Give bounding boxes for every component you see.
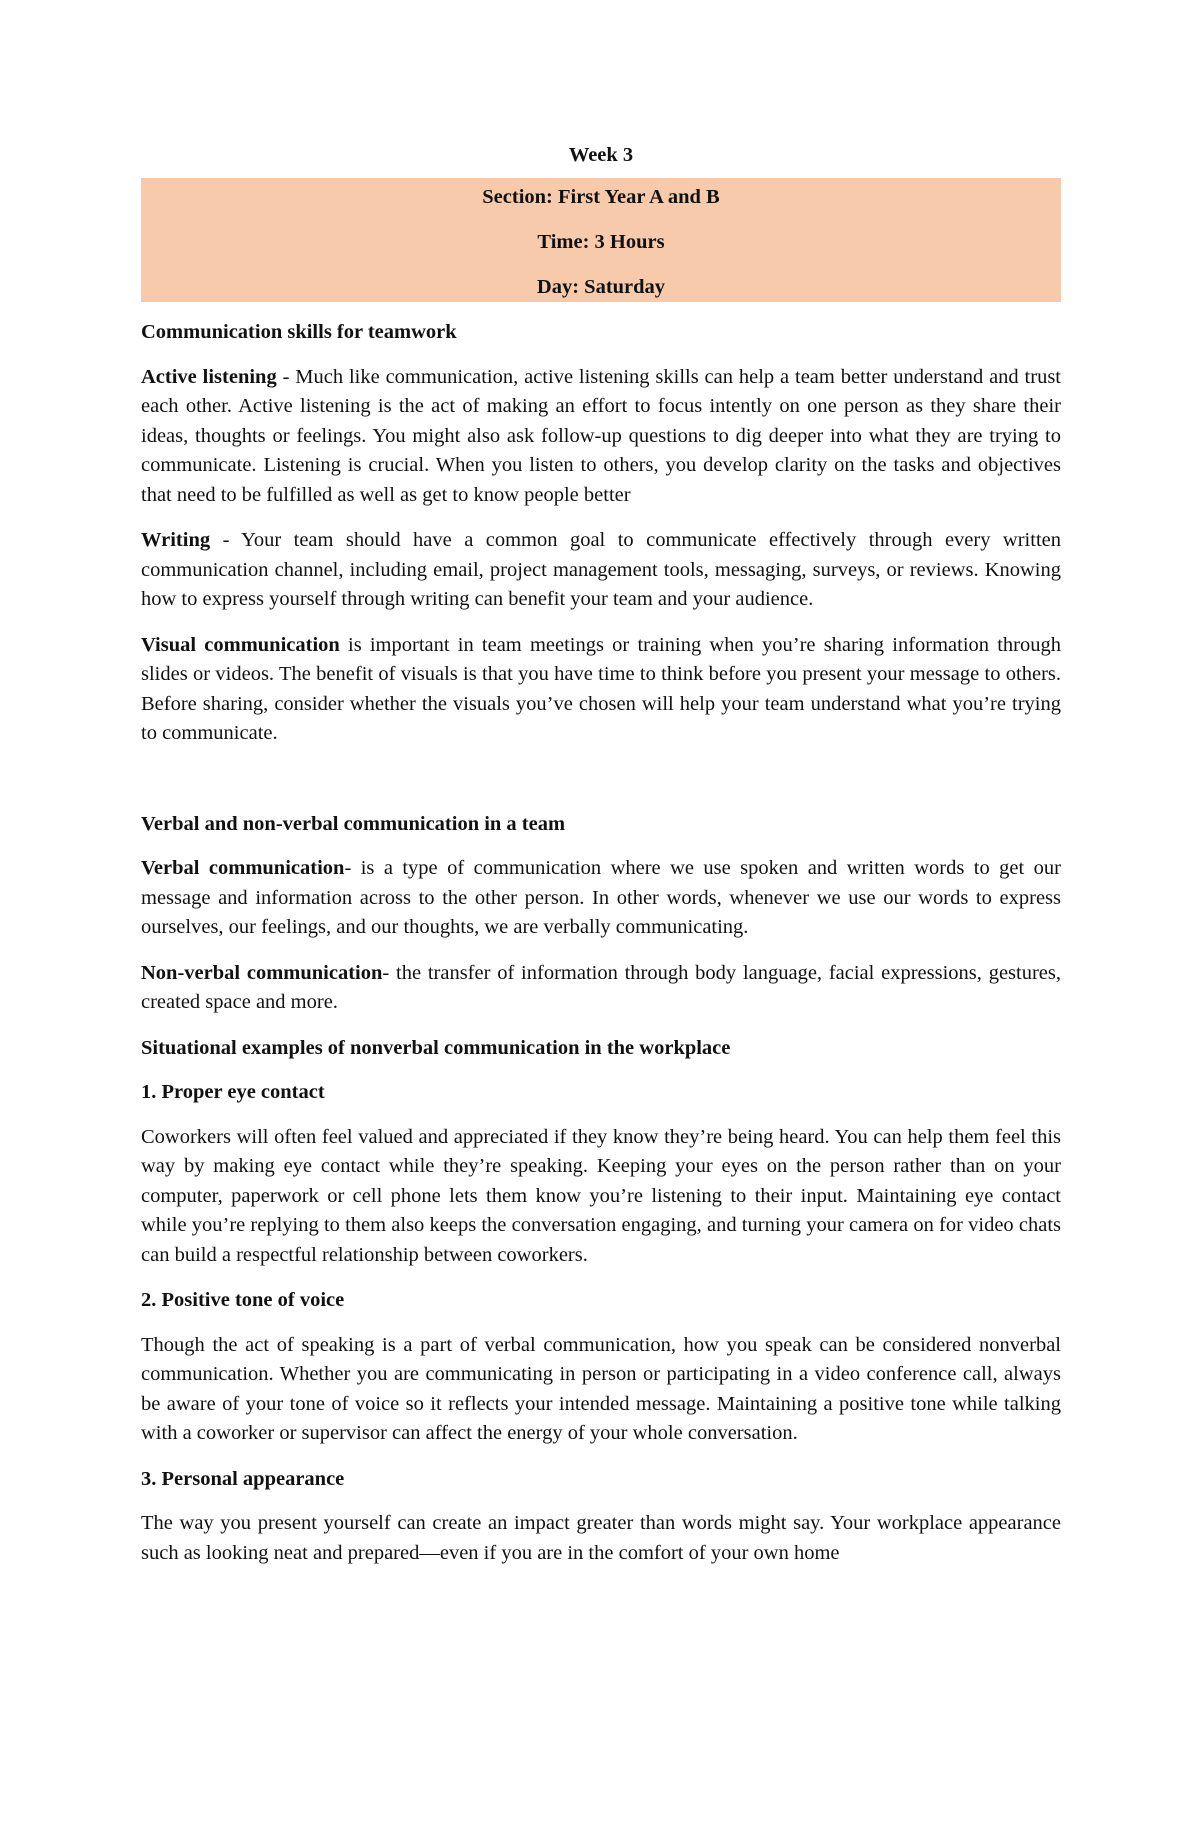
visual-communication-term: Visual communication (141, 633, 340, 656)
example-text-personal-appearance: The way you present yourself can create an impact greater than words might say. Your workplace appearance such as looking neat and prepared—even if you are in the comfort of your own home (141, 1512, 1061, 1564)
example-title-tone-of-voice: 2. Positive tone of voice (141, 1289, 345, 1311)
example-text-tone-of-voice: Though the act of speaking is a part of verbal communication, how you speak can be considered nonverbal communication. Whether you are communicating in person or participating in a video conference call, always be aware of your tone of voice so it reflects your intended message. Maintaining a positive tone while talking with a coworker or supervisor can affect the energy of your whole conversation. (141, 1333, 1061, 1444)
verbal-communication-term: Verbal communication (141, 857, 345, 879)
time-label: Time: 3 Hours (537, 231, 665, 253)
session-info-banner (141, 178, 1061, 302)
verbal-communication-text: - is a type of communication where we use spoken and written words to get our message and information across to the other person. In other words, whenever we use our words to express ourselves, our feelings, and our thoughts, we are verbally communicating. (141, 857, 1061, 938)
active-listening-text: - Much like communication, active listening skills can help a team better understand and trust each other. Active listening is the act of making an effort to focus intently on one person as they share their ideas, thoughts or feelings. You might also ask follow-up questions to dig deeper into what they are trying to communicate. Listening is crucial. When you listen to others, you develop clarity on the tasks and objectives that need to be fulfilled as well as get to know people better (141, 365, 1061, 506)
visual-communication-text: is important in team meetings or training when you’re sharing information through slides or videos. The benefit of visuals is that you have time to think before you present your message to others. Before sharing, consider whether the visuals you’ve chosen will help your team understand what you’re trying to communicate. (141, 633, 1062, 744)
writing-paragraph (141, 526, 1061, 615)
active-listening-term: Active listening (141, 365, 277, 388)
active-listening-paragraph (141, 363, 1061, 511)
example-title-eye-contact: 1. Proper eye contact (141, 1081, 325, 1103)
visual-communication-paragraph (141, 631, 1061, 749)
nonverbal-communication-term: Non-verbal communication (141, 961, 383, 984)
nonverbal-communication-text: - the transfer of information through body language, facial expressions, gestures, created space and more. (141, 961, 1061, 1013)
writing-text: - Your team should have a common goal to communicate effectively through every written communication channel, including email, project management tools, messaging, surveys, or reviews. Knowing how to express yourself through writing can benefit your team and your audience. (141, 529, 1061, 610)
section-label: Section: First Year A and B (482, 186, 720, 208)
verbal-heading: Verbal and non-verbal communication in a team (141, 812, 566, 835)
section-spacer (141, 765, 1061, 810)
week-title: Week 3 (568, 144, 634, 166)
example-title-personal-appearance: 3. Personal appearance (141, 1467, 345, 1490)
teamwork-heading: Communication skills for teamwork (141, 321, 457, 343)
nonverbal-communication-paragraph (141, 959, 1061, 1018)
day-label: Day: Saturday (536, 276, 666, 298)
writing-term: Writing (141, 529, 211, 551)
example-text-eye-contact: Coworkers will often feel valued and appreciated if they know they’re being heard. You can help them feel this way by making eye contact while they’re speaking. Keeping your eyes on the person rather than on your computer, paperwork or cell phone lets them know you’re listening to their input. Maintaining eye contact while you’re replying to them also keeps the conversation engaging, and turning your camera on for video chats can build a respectful relationship between coworkers. (141, 1125, 1061, 1266)
document-page (141, 140, 1061, 1584)
situational-heading: Situational examples of nonverbal communication in the workplace (141, 1036, 731, 1059)
verbal-communication-paragraph (141, 854, 1061, 943)
